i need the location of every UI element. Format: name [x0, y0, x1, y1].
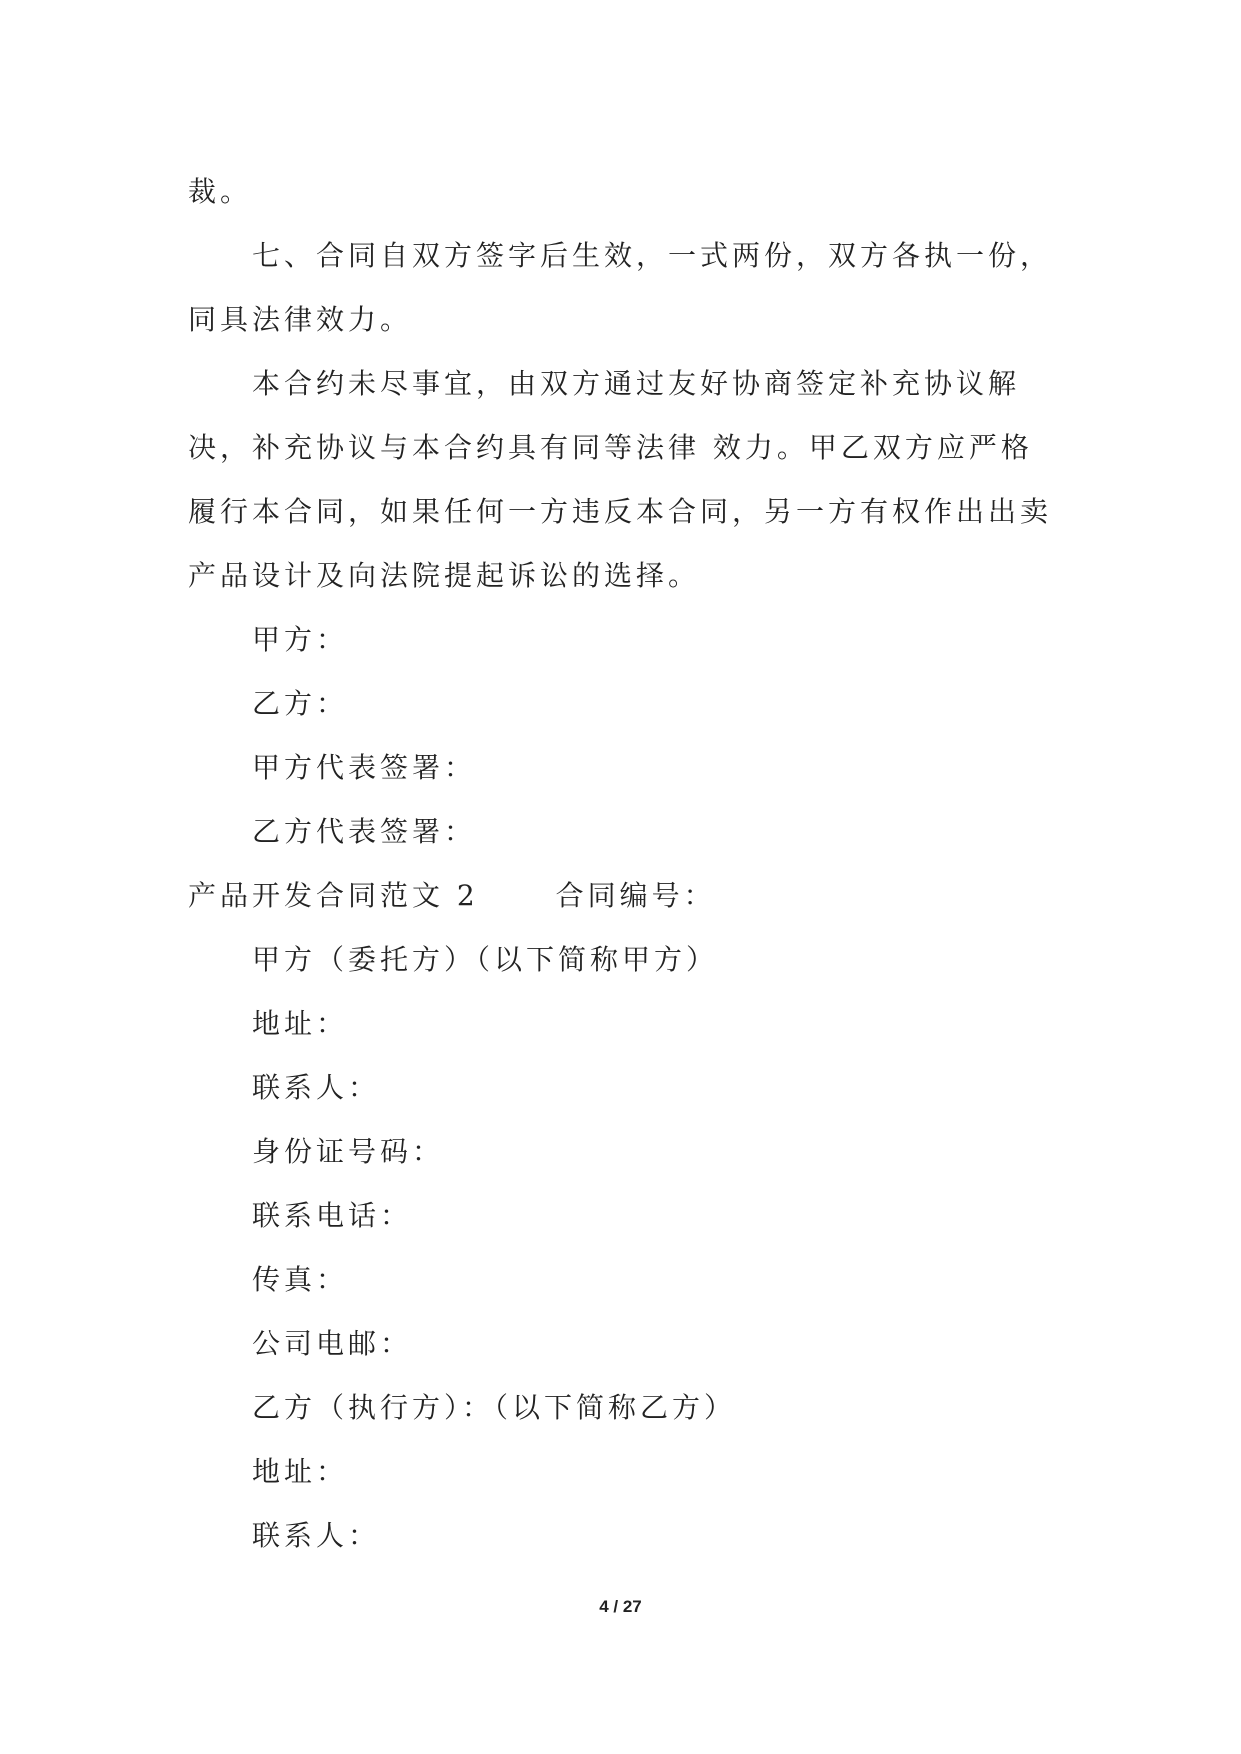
party-a-email: 公司电邮：	[252, 1327, 413, 1360]
party-a-id-number: 身份证号码：	[252, 1135, 445, 1168]
party-a-fax: 传真：	[252, 1263, 349, 1296]
signature-party-a-representative: 甲方代表签署：	[252, 751, 477, 784]
document-body	[188, 160, 1058, 1568]
page-number: 4 / 27	[599, 1597, 642, 1616]
section-heading: 产品开发合同范文 2 合同编号：	[188, 879, 716, 912]
paragraph-supplement: 本合约未尽事宜，由双方通过友好协商签定补充协议解决，补充协议与本合约具有同等法律 效力。甲乙双方应严格履行本合同，如果任何一方违反本合同，另一方有权作出出卖产品设计及向法院提起诉讼的选择。	[188, 367, 1053, 592]
party-a-title: 甲方（委托方）（以下简称甲方）	[252, 943, 719, 976]
party-b-contact: 联系人：	[252, 1519, 381, 1552]
party-a-contact: 联系人：	[252, 1071, 381, 1104]
signature-party-b-representative: 乙方代表签署：	[252, 815, 477, 848]
paragraph-continuation: 裁。	[188, 175, 253, 208]
party-b-title: 乙方（执行方）：（以下简称乙方）	[252, 1391, 737, 1424]
party-a-phone: 联系电话：	[252, 1199, 413, 1232]
paragraph-clause-seven: 七、合同自双方签字后生效，一式两份，双方各执一份，同具法律效力。	[188, 239, 1053, 336]
party-b-address: 地址：	[252, 1455, 349, 1488]
signature-party-a: 甲方：	[252, 623, 349, 656]
party-a-address: 地址：	[252, 1007, 349, 1040]
signature-party-b: 乙方：	[252, 687, 349, 720]
